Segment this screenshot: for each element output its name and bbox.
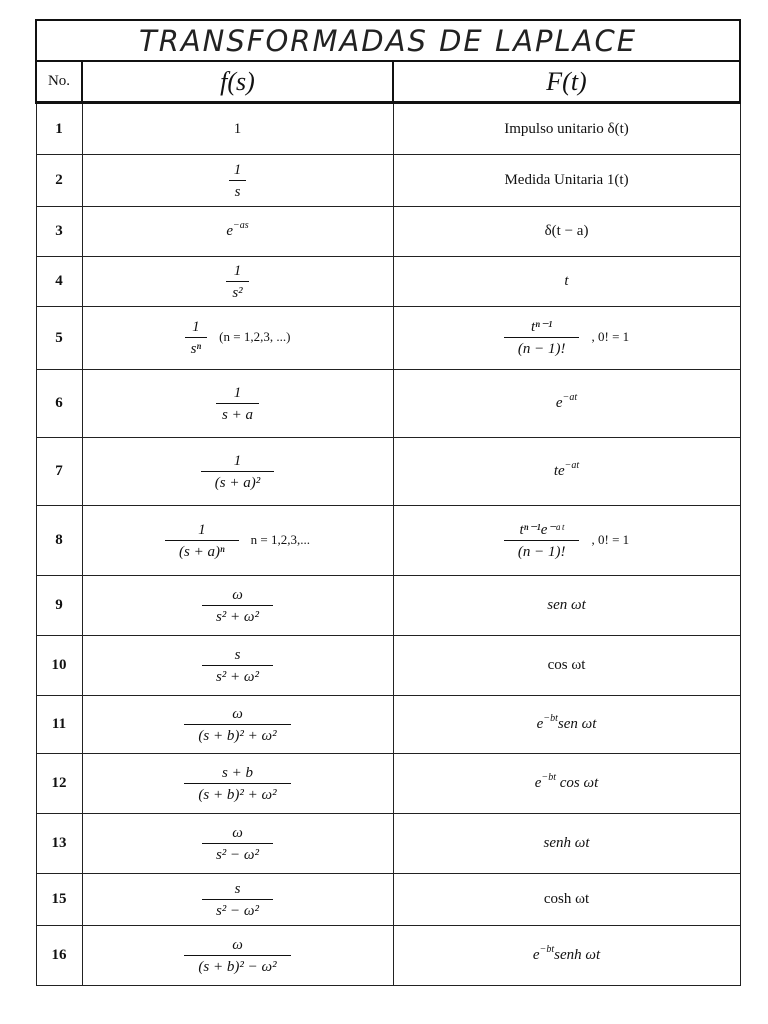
table-row xyxy=(36,636,740,696)
row-number: 2 xyxy=(36,155,82,207)
table-row xyxy=(36,926,740,986)
table-row xyxy=(36,576,740,636)
ft-cell xyxy=(393,155,740,207)
ft-base: e xyxy=(536,716,544,732)
ft-text: Medida Unitaria 1(t) xyxy=(504,172,629,188)
ft-exponent: −at xyxy=(564,460,580,471)
fs-cell xyxy=(82,207,393,257)
fs-cell xyxy=(82,926,393,986)
ft-cell xyxy=(393,814,740,874)
row-number: 6 xyxy=(36,370,82,438)
fs-note: n = 1,2,3,... xyxy=(250,531,311,547)
ft-cell xyxy=(393,438,740,506)
fs-denominator: s² xyxy=(226,281,248,302)
ft-exponent: −bt xyxy=(541,772,556,783)
fs-numerator: ω xyxy=(232,936,243,953)
fs-base: e xyxy=(226,223,234,239)
fs-fraction xyxy=(165,521,239,561)
fs-denominator: (s + b)² + ω² xyxy=(184,783,290,804)
ft-base: e xyxy=(534,775,542,791)
fs-cell xyxy=(82,814,393,874)
fs-fraction xyxy=(202,880,273,920)
fs-denominator: s² − ω² xyxy=(202,843,273,864)
fs-exponential xyxy=(226,220,249,239)
ft-text: cos ωt xyxy=(547,657,586,673)
fs-numerator: 1 xyxy=(233,384,242,401)
fs-fraction xyxy=(202,646,273,686)
title-row xyxy=(36,20,740,61)
ft-cell xyxy=(393,576,740,636)
fs-note: (n = 1,2,3, ...) xyxy=(219,329,291,345)
row-number: 9 xyxy=(36,576,82,636)
ft-cell xyxy=(393,307,740,370)
ft-note: , 0! = 1 xyxy=(591,329,630,345)
ft-exponential xyxy=(555,392,578,411)
fs-fraction xyxy=(226,262,248,302)
table-row xyxy=(36,438,740,506)
ft-exponent: −bt xyxy=(539,944,555,955)
row-number: 5 xyxy=(36,307,82,370)
ft-base: e xyxy=(555,395,563,411)
fs-denominator: s² + ω² xyxy=(202,665,273,686)
fs-numerator: 1 xyxy=(233,262,242,279)
table-row xyxy=(36,874,740,926)
ft-denominator: (n − 1)! xyxy=(504,337,580,358)
fs-cell xyxy=(82,506,393,576)
row-number: 4 xyxy=(36,257,82,307)
row-number: 1 xyxy=(36,103,82,155)
ft-exponential xyxy=(534,772,599,791)
fs-cell xyxy=(82,155,393,207)
fs-cell xyxy=(82,874,393,926)
fs-fraction xyxy=(185,318,208,358)
fs-denominator: sⁿ xyxy=(185,337,208,358)
fs-fraction xyxy=(228,161,248,201)
fs-cell xyxy=(82,370,393,438)
row-number: 15 xyxy=(36,874,82,926)
table-row xyxy=(36,155,740,207)
ft-cell xyxy=(393,506,740,576)
ft-exponential xyxy=(553,460,580,479)
fs-numerator: s xyxy=(234,880,241,897)
fs-cell xyxy=(82,696,393,754)
ft-text: sen ωt xyxy=(547,597,586,613)
table-row xyxy=(36,754,740,814)
ft-numerator: tⁿ⁻¹ xyxy=(531,319,553,335)
ft-text: δ(t − a) xyxy=(544,223,589,239)
ft-cell xyxy=(393,636,740,696)
fs-denominator: s² + ω² xyxy=(202,605,273,626)
row-number: 11 xyxy=(36,696,82,754)
fs-denominator: (s + b)² + ω² xyxy=(184,724,290,745)
row-number: 12 xyxy=(36,754,82,814)
ft-text: cosh ωt xyxy=(543,891,590,907)
ft-exponent: −bt xyxy=(543,713,558,724)
row-number: 3 xyxy=(36,207,82,257)
ft-base: e xyxy=(532,947,540,963)
fs-numerator: s + b xyxy=(222,764,253,781)
row-number: 13 xyxy=(36,814,82,874)
fs-fraction xyxy=(184,764,290,804)
fs-numerator: 1 xyxy=(233,452,242,469)
fs-cell xyxy=(82,438,393,506)
ft-text: Impulso unitario δ(t) xyxy=(504,120,629,137)
fs-cell xyxy=(82,307,393,370)
fs-numerator: s xyxy=(234,646,241,663)
table-row xyxy=(36,696,740,754)
ft-cell xyxy=(393,696,740,754)
fs-fraction xyxy=(184,936,290,976)
fs-denominator: (s + a)ⁿ xyxy=(165,540,239,561)
fs-denominator: (s + a)² xyxy=(201,471,274,492)
fs-exponent: −as xyxy=(233,220,249,231)
fs-numerator: ω xyxy=(232,705,243,722)
header-ft: F(t) xyxy=(393,61,740,103)
header-fs: f(s) xyxy=(82,61,393,103)
fs-numerator: 1 xyxy=(192,319,200,335)
ft-note: , 0! = 1 xyxy=(591,531,630,547)
ft-cell xyxy=(393,370,740,438)
ft-base: te xyxy=(553,463,565,479)
ft-exponent: −at xyxy=(562,392,578,403)
fs-fraction xyxy=(184,705,290,745)
fs-denominator: (s + b)² − ω² xyxy=(184,955,290,976)
row-number: 8 xyxy=(36,506,82,576)
ft-text: senh ωt xyxy=(543,835,590,851)
fs-fraction xyxy=(202,824,273,864)
fs-numerator: 1 xyxy=(233,161,242,178)
ft-cell xyxy=(393,874,740,926)
table-row xyxy=(36,307,740,370)
table-row xyxy=(36,207,740,257)
fs-fraction xyxy=(216,384,259,424)
ft-exponential xyxy=(532,944,601,963)
ft-text: t xyxy=(564,273,569,289)
table-title: TRANSFORMADAS DE LAPLACE xyxy=(36,20,740,61)
fs-cell xyxy=(82,636,393,696)
fs-numerator: ω xyxy=(232,586,243,603)
fs-numerator: 1 xyxy=(198,521,206,538)
fs-denominator: s² − ω² xyxy=(202,899,273,920)
fs-cell xyxy=(82,257,393,307)
header-no: No. xyxy=(36,61,82,103)
fs-cell xyxy=(82,754,393,814)
ft-fraction xyxy=(504,318,580,358)
ft-cell xyxy=(393,207,740,257)
fs-fraction xyxy=(201,452,274,492)
fs-cell xyxy=(82,103,393,155)
table-row xyxy=(36,506,740,576)
ft-numerator: tⁿ⁻¹e⁻ᵃᵗ xyxy=(519,521,564,538)
row-number: 10 xyxy=(36,636,82,696)
laplace-sheet xyxy=(35,19,739,987)
table-row xyxy=(36,370,740,438)
ft-cell xyxy=(393,103,740,155)
ft-trailing: sen ωt xyxy=(557,716,597,732)
ft-fraction xyxy=(504,521,580,561)
fs-text: 1 xyxy=(233,120,242,137)
table-row xyxy=(36,257,740,307)
table-row xyxy=(36,103,740,155)
ft-cell xyxy=(393,754,740,814)
row-number: 16 xyxy=(36,926,82,986)
ft-denominator: (n − 1)! xyxy=(504,540,580,561)
fs-numerator: ω xyxy=(232,824,243,841)
table-row xyxy=(36,814,740,874)
fs-denominator: s xyxy=(229,180,247,201)
laplace-table xyxy=(35,19,741,986)
ft-cell xyxy=(393,926,740,986)
header-row xyxy=(36,61,740,103)
fs-fraction xyxy=(202,586,273,626)
ft-cell xyxy=(393,257,740,307)
row-number: 7 xyxy=(36,438,82,506)
fs-cell xyxy=(82,576,393,636)
ft-exponential xyxy=(536,713,597,732)
table-body xyxy=(36,103,740,986)
ft-trailing: senh ωt xyxy=(554,947,601,963)
fs-denominator: s + a xyxy=(216,403,259,424)
ft-trailing: cos ωt xyxy=(555,775,599,791)
